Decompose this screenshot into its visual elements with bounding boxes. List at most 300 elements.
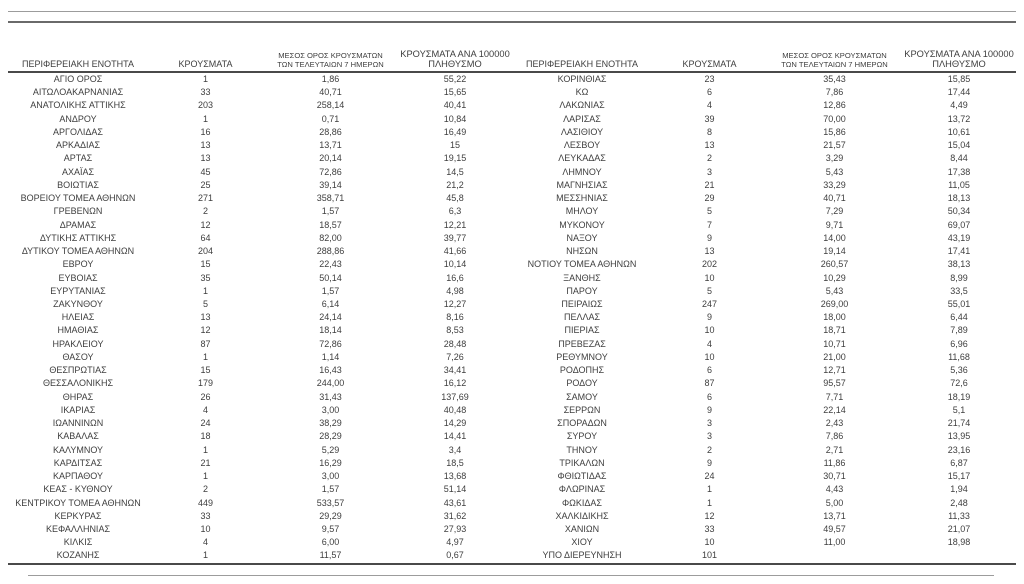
per100k-cell: 27,93 (443, 523, 467, 534)
region-cell: ΑΡΚΑΔΙΑΣ (55, 140, 101, 151)
region-cell: ΙΩΑΝΝΙΝΩΝ (52, 418, 104, 429)
avg7-cell: 5,00 (825, 497, 844, 508)
table-row (8, 113, 512, 126)
cases-cell: 15 (200, 365, 211, 376)
table-row (8, 258, 512, 271)
cases-cell: 10 (704, 537, 715, 548)
per100k-cell: 1,94 (950, 484, 968, 495)
per100k-cell: 8,99 (950, 272, 968, 283)
per100k-cell: 6,96 (950, 338, 968, 349)
per100k-cell: 10,14 (443, 259, 467, 270)
per100k-cell: 5,36 (950, 365, 968, 376)
avg7-cell: 15,86 (823, 126, 846, 137)
avg7-cell: 18,00 (823, 312, 846, 323)
table-row (8, 457, 512, 470)
table-row (512, 536, 1016, 549)
region-cell: ΠΕΛΛΑΣ (563, 312, 601, 323)
per100k-cell: 19,15 (443, 153, 467, 164)
region-cell: ΝΑΞΟΥ (566, 232, 598, 243)
table-row (8, 351, 512, 364)
region-cell: ΚΙΛΚΙΣ (63, 537, 93, 548)
cases-cell: 15 (200, 259, 211, 270)
cases-cell: 271 (197, 193, 214, 204)
table-row (8, 483, 512, 496)
table-row (512, 523, 1016, 536)
table-row (8, 510, 512, 523)
cases-cell: 10 (704, 351, 715, 362)
cases-cell: 5 (706, 206, 712, 217)
cases-cell: 3 (706, 431, 712, 442)
table-row (512, 192, 1016, 205)
per100k-cell: 11,68 (948, 351, 970, 362)
table-row (512, 549, 1016, 562)
per100k-cell: 43,61 (443, 497, 467, 508)
region-cell: ΜΗΛΟΥ (565, 206, 599, 217)
per100k-cell: 14,29 (443, 418, 467, 429)
table-row (512, 285, 1016, 298)
region-cell: ΞΑΝΘΗΣ (563, 272, 601, 283)
avg7-cell: 70,00 (823, 113, 846, 124)
avg7-column-header: ΜΕΣΟΣ ΟΡΟΣ ΚΡΟΥΣΜΑΤΩΝ ΤΩΝ ΤΕΛΕΥΤΑΙΩΝ 7 ΗΜΕΡΩΝ (781, 51, 888, 70)
table-row (512, 166, 1016, 179)
cases-table-left (8, 73, 512, 563)
table-row (8, 338, 512, 351)
table-row (512, 457, 1016, 470)
region-cell: ΠΙΕΡΙΑΣ (564, 325, 600, 336)
table-row (8, 444, 512, 457)
table-row (8, 219, 512, 232)
avg7-cell: 533,57 (316, 497, 345, 508)
per100k-cell: 7,26 (446, 351, 464, 362)
per100k-cell: 50,34 (947, 206, 971, 217)
per100k-cell: 137,69 (441, 391, 469, 402)
per100k-cell: 6,3 (448, 206, 462, 217)
region-cell: ΚΑΒΑΛΑΣ (57, 431, 99, 442)
per100k-cell: 4,98 (446, 285, 464, 296)
region-cell: ΔΥΤΙΚΟΥ ΤΟΜΕΑ ΑΘΗΝΩΝ (21, 246, 135, 257)
cases-cell: 449 (197, 497, 214, 508)
avg7-cell: 4,43 (825, 484, 844, 495)
table-row (8, 404, 512, 417)
table-row (8, 285, 512, 298)
region-cell: ΧΑΝΙΩΝ (564, 523, 600, 534)
region-cell: ΑΓΙΟ ΟΡΟΣ (53, 74, 103, 84)
avg7-cell: 12,71 (823, 365, 846, 376)
per100k-cell: 15,65 (443, 87, 467, 98)
per100k-cell: 15,85 (947, 74, 971, 84)
avg7-cell: 5,29 (321, 444, 340, 455)
region-cell: ΡΟΔΟΠΗΣ (559, 365, 605, 376)
table-row (8, 245, 512, 258)
cases-cell: 33 (704, 523, 715, 534)
region-cell: ΚΟΖΑΝΗΣ (56, 550, 100, 561)
table-row (8, 126, 512, 139)
avg7-cell: 13,71 (319, 140, 342, 151)
table-row (8, 391, 512, 404)
cases-cell: 24 (704, 471, 715, 482)
table-row (512, 483, 1016, 496)
table-row (8, 298, 512, 311)
per100k-cell: 38,13 (947, 259, 971, 270)
region-cell: ΑΡΓΟΛΙΔΑΣ (53, 126, 103, 137)
cases-cell: 13 (200, 153, 211, 164)
per100k-cell: 31,62 (443, 510, 467, 521)
avg7-cell: 35,43 (823, 74, 846, 84)
per100k-cell: 0,67 (446, 550, 464, 561)
region-cell: ΗΡΑΚΛΕΙΟΥ (52, 338, 104, 349)
table-row (512, 338, 1016, 351)
per100k-cell: 21,07 (947, 523, 971, 534)
avg7-cell: 24,14 (319, 312, 342, 323)
cases-cell: 203 (197, 100, 214, 111)
per100k-cell: 23,16 (947, 444, 971, 455)
cases-cell: 10 (704, 272, 715, 283)
cases-cell: 13 (200, 312, 211, 323)
avg7-cell: 21,57 (823, 140, 846, 151)
table-header-band (8, 40, 1016, 70)
cases-cell: 26 (200, 391, 211, 402)
per100k-cell: 51,14 (443, 484, 467, 495)
avg7-cell: 1,57 (321, 206, 340, 217)
region-cell: ΘΕΣΣΑΛΟΝΙΚΗΣ (42, 378, 114, 389)
avg7-column-header: ΜΕΣΟΣ ΟΡΟΣ ΚΡΟΥΣΜΑΤΩΝ ΤΩΝ ΤΕΛΕΥΤΑΙΩΝ 7 ΗΜΕΡΩΝ (277, 51, 384, 70)
per100k-cell: 6,87 (950, 457, 968, 468)
region-cell: ΑΧΑΪΑΣ (61, 166, 95, 177)
avg7-cell: 7,71 (825, 391, 844, 402)
per100k-cell: 8,16 (446, 312, 464, 323)
avg7-cell: 22,43 (319, 259, 342, 270)
cases-cell: 9 (706, 457, 712, 468)
avg7-cell: 5,43 (825, 285, 844, 296)
cases-cell: 101 (701, 550, 718, 561)
avg7-cell: 1,86 (321, 74, 340, 84)
region-cell: ΛΕΥΚΑΔΑΣ (558, 153, 606, 164)
table-row (512, 126, 1016, 139)
region-cell: ΛΗΜΝΟΥ (562, 166, 602, 177)
cases-cell: 4 (202, 537, 208, 548)
region-cell: ΣΕΡΡΩΝ (563, 404, 601, 415)
per100k-cell: 5,1 (952, 404, 966, 415)
cases-cell: 10 (704, 325, 715, 336)
cases-cell: 4 (706, 100, 712, 111)
cases-cell: 6 (706, 365, 712, 376)
cases-cell: 5 (706, 285, 712, 296)
cases-cell: 3 (706, 418, 712, 429)
cases-cell: 2 (202, 206, 208, 217)
avg7-cell: 3,29 (825, 153, 844, 164)
avg7-cell: 16,29 (319, 457, 342, 468)
avg7-cell: 18,57 (319, 219, 342, 230)
region-cell: ΝΗΣΩΝ (566, 246, 598, 257)
table-row (8, 470, 512, 483)
cases-table-right (512, 73, 1016, 563)
per100k-cell: 39,77 (443, 232, 467, 243)
avg7-cell: 39,14 (319, 179, 342, 190)
cases-column-header: ΚΡΟΥΣΜΑΤΑ (178, 59, 233, 69)
avg7-cell: 16,43 (319, 365, 342, 376)
region-cell: ΒΟΙΩΤΙΑΣ (57, 179, 99, 190)
cases-cell: 12 (200, 325, 211, 336)
avg7-cell: 3,00 (321, 404, 340, 415)
per100k-cell: 41,66 (443, 246, 467, 257)
avg7-cell: 40,71 (823, 193, 846, 204)
avg7-cell: 82,00 (319, 232, 342, 243)
per100k-cell: 14,41 (443, 431, 467, 442)
region-cell: ΘΑΣΟΥ (62, 351, 94, 362)
table-row (512, 73, 1016, 86)
region-cell: ΙΚΑΡΙΑΣ (60, 404, 96, 415)
region-cell: ΧΙΟΥ (571, 537, 593, 548)
avg7-cell: 6,14 (321, 298, 340, 309)
avg7-cell: 244,00 (316, 378, 345, 389)
cases-cell: 1 (202, 471, 208, 482)
region-cell: ΛΑΣΙΘΙΟΥ (560, 126, 604, 137)
avg7-cell: 40,71 (319, 87, 342, 98)
per100k-cell: 16,12 (443, 378, 467, 389)
table-row (512, 272, 1016, 285)
table-row (8, 364, 512, 377)
top-divider-thin (8, 11, 1016, 12)
table-row (8, 324, 512, 337)
region-cell: ΡΕΘΥΜΝΟΥ (556, 351, 608, 362)
region-cell: ΚΕΑΣ - ΚΥΘΝΟΥ (43, 484, 113, 495)
cases-cell: 12 (704, 510, 715, 521)
avg7-cell: 358,71 (316, 193, 345, 204)
avg7-cell: 12,86 (823, 100, 846, 111)
cases-cell: 13 (200, 140, 211, 151)
table-row (512, 497, 1016, 510)
avg7-cell: 260,57 (820, 259, 849, 270)
table-row (512, 417, 1016, 430)
region-cell: ΤΡΙΚΑΛΩΝ (559, 457, 605, 468)
region-column-header: ΠΕΡΙΦΕΡΕΙΑΚΗ ΕΝΟΤΗΤΑ (525, 59, 639, 69)
region-cell: ΜΑΓΝΗΣΙΑΣ (556, 179, 608, 190)
table-row (512, 139, 1016, 152)
cases-cell: 21 (704, 179, 715, 190)
avg7-cell: 11,86 (823, 457, 846, 468)
cases-cell: 23 (704, 74, 715, 84)
region-cell: ΗΛΕΙΑΣ (61, 312, 95, 323)
per100k-column-header: ΚΡΟΥΣΜΑΤΑ ΑΝΑ 100000 ΠΛΗΘΥΣΜΟ (400, 48, 510, 70)
table-row (512, 430, 1016, 443)
region-cell: ΦΛΩΡΙΝΑΣ (558, 484, 606, 495)
cases-cell: 13 (704, 140, 715, 151)
table-row (8, 99, 512, 112)
avg7-cell: 3,00 (321, 471, 340, 482)
per100k-cell: 28,48 (443, 338, 467, 349)
cases-cell: 1 (706, 497, 712, 508)
region-cell: ΧΑΛΚΙΔΙΚΗΣ (555, 510, 609, 521)
avg7-cell: 29,29 (319, 510, 342, 521)
per100k-cell: 18,98 (947, 537, 971, 548)
cases-cell: 1 (202, 444, 208, 455)
per100k-cell: 11,33 (948, 510, 970, 521)
table-row (8, 377, 512, 390)
per100k-cell: 69,07 (947, 219, 971, 230)
per100k-cell: 21,2 (446, 179, 464, 190)
per100k-cell: 8,53 (446, 325, 464, 336)
per100k-cell: 40,48 (443, 404, 467, 415)
avg7-cell: 18,14 (319, 325, 342, 336)
per100k-cell: 33,5 (950, 285, 968, 296)
left-table-header (8, 40, 512, 70)
table-row (512, 324, 1016, 337)
per100k-cell: 10,61 (947, 126, 971, 137)
region-cell: ΦΘΙΩΤΙΔΑΣ (557, 471, 607, 482)
region-cell: ΤΗΝΟΥ (566, 444, 598, 455)
region-cell: ΕΒΡΟΥ (62, 259, 94, 270)
table-row (512, 311, 1016, 324)
per100k-cell: 16,6 (446, 272, 464, 283)
table-row (512, 298, 1016, 311)
region-cell: ΠΡΕΒΕΖΑΣ (558, 338, 606, 349)
table-row (8, 73, 512, 86)
table-row (8, 192, 512, 205)
avg7-cell: 28,29 (319, 431, 342, 442)
region-cell: ΝΟΤΙΟΥ ΤΟΜΕΑ ΑΘΗΝΩΝ (527, 259, 637, 270)
cases-cell: 2 (202, 484, 208, 495)
region-cell: ΘΕΣΠΡΩΤΙΑΣ (49, 365, 107, 376)
region-cell: ΛΑΡΙΣΑΣ (563, 113, 601, 124)
table-row (8, 166, 512, 179)
table-row (512, 391, 1016, 404)
avg7-cell: 72,86 (319, 338, 342, 349)
avg7-cell: 258,14 (316, 100, 345, 111)
region-cell: ΛΑΚΩΝΙΑΣ (559, 100, 605, 111)
per100k-cell: 18,19 (947, 391, 971, 402)
per100k-cell: 40,41 (443, 100, 467, 111)
cases-cell: 247 (701, 298, 718, 309)
per100k-cell: 8,44 (950, 153, 968, 164)
per100k-cell: 18,5 (446, 457, 464, 468)
per100k-cell: 43,19 (947, 232, 971, 243)
cases-cell: 179 (197, 378, 214, 389)
cases-cell: 3 (706, 166, 712, 177)
cases-cell: 12 (200, 219, 211, 230)
table-row (512, 351, 1016, 364)
cases-cell: 1 (202, 74, 208, 84)
region-cell: ΕΥΒΟΙΑΣ (58, 272, 98, 283)
region-cell: ΦΩΚΙΔΑΣ (562, 497, 602, 508)
region-cell: ΖΑΚΥΝΘΟΥ (53, 298, 103, 309)
region-cell: ΣΑΜΟΥ (566, 391, 598, 402)
cases-cell: 204 (197, 246, 214, 257)
per100k-cell: 12,21 (443, 219, 467, 230)
avg7-cell: 19,14 (823, 246, 846, 257)
region-cell: ΚΩ (575, 87, 589, 98)
table-row (512, 470, 1016, 483)
region-cell: ΚΟΡΙΝΘΙΑΣ (557, 74, 607, 84)
cases-cell: 8 (706, 126, 712, 137)
cases-cell: 16 (200, 126, 211, 137)
per100k-cell: 55,22 (443, 74, 467, 84)
cases-cell: 202 (701, 259, 718, 270)
avg7-cell: 38,29 (319, 418, 342, 429)
table-row (8, 430, 512, 443)
table-row (8, 536, 512, 549)
per100k-cell: 17,38 (947, 166, 971, 177)
per100k-cell: 34,41 (443, 365, 467, 376)
per100k-cell: 15 (449, 140, 460, 151)
cases-cell: 39 (704, 113, 715, 124)
avg7-cell: 13,71 (823, 510, 846, 521)
per100k-cell: 7,89 (950, 325, 968, 336)
region-cell: ΣΠΟΡΑΔΩΝ (557, 418, 607, 429)
per100k-cell: 2,48 (950, 497, 968, 508)
region-cell: ΠΑΡΟΥ (566, 285, 598, 296)
table-row (512, 219, 1016, 232)
avg7-cell: 18,71 (823, 325, 846, 336)
per100k-cell: 4,49 (950, 100, 968, 111)
avg7-cell: 28,86 (319, 126, 342, 137)
cases-cell: 33 (200, 510, 211, 521)
cases-cell: 33 (200, 87, 211, 98)
avg7-cell: 11,57 (319, 550, 342, 561)
cases-cell: 24 (200, 418, 211, 429)
per100k-cell: 13,95 (947, 431, 971, 442)
table-row (512, 232, 1016, 245)
region-cell: ΘΗΡΑΣ (62, 391, 94, 402)
cases-cell: 9 (706, 232, 712, 243)
cases-cell: 7 (706, 219, 712, 230)
table-row (512, 205, 1016, 218)
per100k-cell: 3,4 (448, 444, 462, 455)
table-row (8, 86, 512, 99)
per100k-cell: 17,44 (947, 87, 971, 98)
region-cell: ΣΥΡΟΥ (566, 431, 598, 442)
cases-cell: 1 (706, 484, 712, 495)
avg7-cell: 2,71 (825, 444, 844, 455)
cases-tables (8, 73, 1016, 563)
table-row (8, 417, 512, 430)
cases-cell: 21 (200, 457, 211, 468)
per100k-cell: 55,01 (947, 298, 971, 309)
table-row (512, 258, 1016, 271)
region-cell: ΚΕΦΑΛΛΗΝΙΑΣ (45, 523, 111, 534)
cases-column-header: ΚΡΟΥΣΜΑΤΑ (682, 59, 737, 69)
region-cell: ΜΥΚΟΝΟΥ (559, 219, 605, 230)
cases-cell: 4 (706, 338, 712, 349)
region-cell: ΛΕΣΒΟΥ (563, 140, 601, 151)
cases-cell: 5 (202, 298, 208, 309)
per100k-cell: 17,41 (947, 246, 971, 257)
per100k-cell: 45,8 (446, 193, 464, 204)
region-cell: ΚΕΡΚΥΡΑΣ (54, 510, 102, 521)
region-cell: ΑΝΔΡΟΥ (59, 113, 97, 124)
region-cell: ΜΕΣΣΗΝΙΑΣ (556, 193, 608, 204)
region-cell: ΒΟΡΕΙΟΥ ΤΟΜΕΑ ΑΘΗΝΩΝ (20, 193, 136, 204)
cases-cell: 29 (704, 193, 715, 204)
cases-cell: 9 (706, 404, 712, 415)
avg7-cell: 14,00 (823, 232, 846, 243)
avg7-cell: 2,43 (825, 418, 844, 429)
right-table-header (512, 40, 1016, 70)
per100k-cell: 15,04 (947, 140, 971, 151)
table-row (8, 272, 512, 285)
per100k-column-header: ΚΡΟΥΣΜΑΤΑ ΑΝΑ 100000 ΠΛΗΘΥΣΜΟ (904, 48, 1014, 70)
cases-cell: 6 (706, 391, 712, 402)
avg7-cell: 7,86 (825, 87, 844, 98)
per100k-cell: 13,68 (443, 471, 467, 482)
table-row (512, 510, 1016, 523)
table-row (512, 86, 1016, 99)
table-row (512, 152, 1016, 165)
per100k-cell: 16,49 (443, 126, 467, 137)
cases-cell: 87 (704, 378, 715, 389)
avg7-cell: 6,00 (321, 537, 340, 548)
region-cell: ΔΥΤΙΚΗΣ ΑΤΤΙΚΗΣ (39, 232, 117, 243)
avg7-cell: 5,43 (825, 166, 844, 177)
